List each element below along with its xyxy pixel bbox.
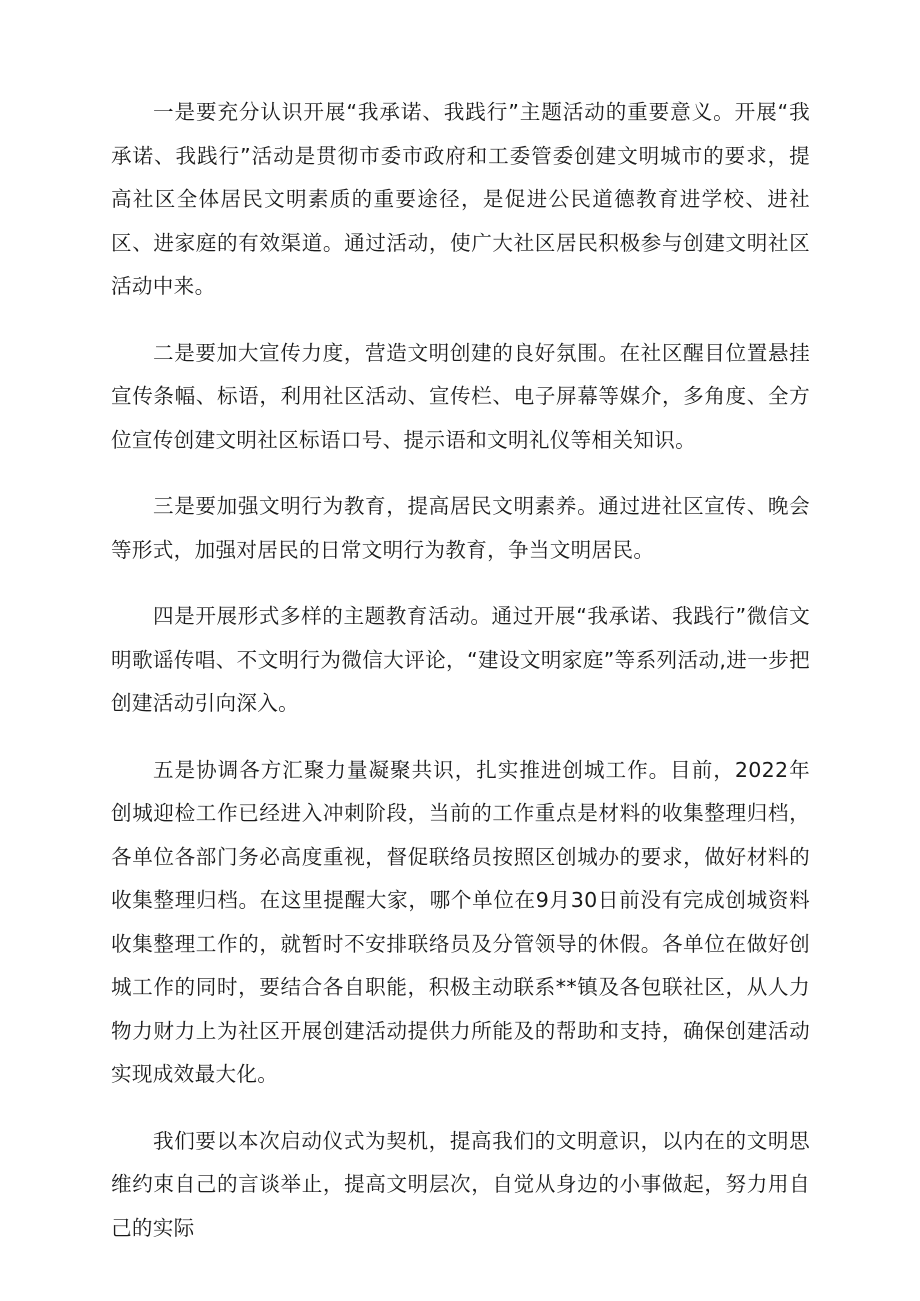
paragraph-5: 五是协调各方汇聚力量凝聚共识，扎实推进创城工作。目前，2022年创城迎检工作已经进入冲刺阶段，当前的工作重点是材料的收集整理归档，各单位各部门务必高度重视，督促联络员按照区创城办的要求，做好材料的收集整理归档。在这里提醒大家，哪个单位在9月30日前没有完成创城资料收集整理工作的，就暂时不安排联络员及分管领导的休假。各单位在做好创城工作的同时，要结合各自职能，积极主动联系**镇及各包联社区，从人力物力财力上为社区开展创建活动提供力所能及的帮助和支持，确保创建活动实现成效最大化。 xyxy=(111,757,810,1086)
document-body xyxy=(111,91,810,1273)
paragraph-3: 三是要加强文明行为教育，提高居民文明素养。通过进社区宣传、晚会等形式，加强对居民的日常文明行为教育，争当文明居民。 xyxy=(111,494,810,562)
paragraph-1: 一是要充分认识开展“我承诺、我践行”主题活动的重要意义。开展“我承诺、我践行”活动是贯彻市委市政府和工委管委创建文明城市的要求，提高社区全体居民文明素质的重要途径，是促进公民道德教育进学校、进社区、进家庭的有效渠道。通过活动，使广大社区居民积极参与创建文明社区活动中来。 xyxy=(111,100,810,298)
paragraph-4: 四是开展形式多样的主题教育活动。通过开展“我承诺、我践行”微信文明歌谣传唱、不文明行为微信大评论，“建设文明家庭”等系列活动,进一步把创建活动引向深入。 xyxy=(111,604,810,715)
paragraph-2: 二是要加大宣传力度，营造文明创建的良好氛围。在社区醒目位置悬挂宣传条幅、标语，利用社区活动、宣传栏、电子屏幕等媒介，多角度、全方位宣传创建文明社区标语口号、提示语和文明礼仪等相关知识。 xyxy=(111,340,810,452)
paragraph-6: 我们要以本次启动仪式为契机，提高我们的文明意识，以内在的文明思维约束自己的言谈举止，提高文明层次，自觉从身边的小事做起，努力用自己的实际 xyxy=(111,1128,810,1240)
